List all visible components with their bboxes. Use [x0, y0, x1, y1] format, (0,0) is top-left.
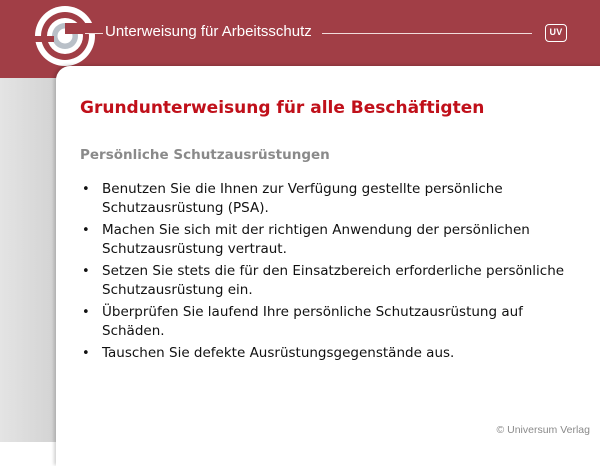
header-rule-left: [85, 33, 103, 34]
side-panel: [0, 78, 58, 442]
bullet-item: [80, 221, 580, 259]
bullet-text: Setzen Sie stets die für den Einsatzbereich erforderliche persönliche Schutzausrüstung ein.: [102, 263, 565, 298]
bullet-item: [80, 262, 580, 300]
header-rule-right: [322, 33, 532, 34]
bullet-text: Benutzen Sie die Ihnen zur Verfügung gestellte persönliche Schutzausrüstung (PSA).: [102, 181, 503, 216]
bullet-dot: •: [82, 182, 90, 197]
slide-title: Grundunterweisung für alle Beschäftigten: [80, 98, 485, 118]
section-subtitle: Persönliche Schutzausrüstungen: [80, 147, 330, 163]
bullet-text: Tauschen Sie defekte Ausrüstungsgegenstände aus.: [102, 345, 455, 361]
bullet-dot: •: [82, 346, 90, 361]
bullet-text: Überprüfen Sie laufend Ihre persönliche Schutzausrüstung auf Schäden.: [102, 304, 523, 339]
bullet-dot: •: [82, 223, 90, 238]
bullet-list: [80, 180, 580, 366]
bullet-item: [80, 180, 580, 218]
bullet-dot: •: [82, 264, 90, 279]
copyright-notice: © Universum Verlag: [496, 424, 590, 436]
bullet-dot: •: [82, 305, 90, 320]
header-title: Unterweisung für Arbeitsschutz: [105, 23, 312, 40]
uv-badge-icon: UV: [545, 24, 567, 42]
bullet-text: Machen Sie sich mit der richtigen Anwendung der persönlichen Schutzausrüstung vertraut.: [102, 222, 530, 257]
target-logo-icon: [34, 5, 96, 67]
bullet-item: [80, 303, 580, 341]
bullet-item: [80, 344, 580, 363]
